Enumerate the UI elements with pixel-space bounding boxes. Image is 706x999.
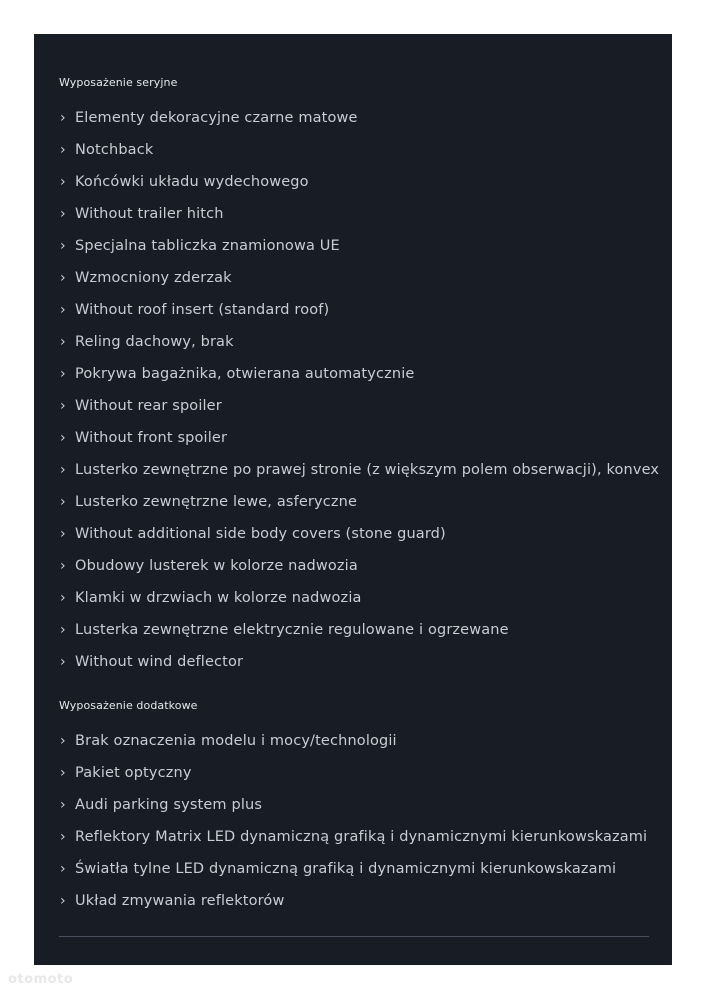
list-item-label: Obudowy lusterek w kolorze nadwozia	[75, 558, 358, 574]
list-item	[60, 582, 659, 614]
list-item-label: Reling dachowy, brak	[75, 334, 234, 350]
chevron-right-icon: ›	[60, 398, 66, 414]
chevron-right-icon: ›	[60, 270, 66, 286]
additional-equipment-list	[60, 725, 647, 917]
list-item	[60, 789, 647, 821]
chevron-right-icon: ›	[60, 142, 66, 158]
list-item	[60, 518, 659, 550]
section-title-additional: Wyposażenie dodatkowe	[59, 699, 198, 712]
chevron-right-icon: ›	[60, 558, 66, 574]
list-item-label: Without wind deflector	[75, 654, 244, 670]
chevron-right-icon: ›	[60, 174, 66, 190]
chevron-right-icon: ›	[60, 302, 66, 318]
list-item	[60, 454, 659, 486]
list-item-label: Klamki w drzwiach w kolorze nadwozia	[75, 590, 362, 606]
standard-equipment-list	[60, 102, 659, 678]
list-item-label: Without additional side body covers (stone guard)	[75, 526, 446, 542]
list-item	[60, 725, 647, 757]
list-item-label: Without rear spoiler	[75, 398, 222, 414]
list-item	[60, 198, 659, 230]
list-item-label: Elementy dekoracyjne czarne matowe	[75, 110, 358, 126]
list-item	[60, 885, 647, 917]
list-item-label: Brak oznaczenia modelu i mocy/technologii	[75, 733, 397, 749]
chevron-right-icon: ›	[60, 430, 66, 446]
list-item	[60, 550, 659, 582]
list-item-label: Światła tylne LED dynamiczną grafiką i dynamicznymi kierunkowskazami	[75, 861, 617, 877]
chevron-right-icon: ›	[60, 206, 66, 222]
section-title-standard: Wyposażenie seryjne	[59, 76, 178, 89]
chevron-right-icon: ›	[60, 526, 66, 542]
chevron-right-icon: ›	[60, 590, 66, 606]
list-item	[60, 326, 659, 358]
equipment-panel	[34, 34, 672, 965]
chevron-right-icon: ›	[60, 462, 66, 478]
list-item-label: Lusterka zewnętrzne elektrycznie regulowane i ogrzewane	[75, 622, 509, 638]
chevron-right-icon: ›	[60, 334, 66, 350]
chevron-right-icon: ›	[60, 366, 66, 382]
list-item	[60, 757, 647, 789]
list-item	[60, 821, 647, 853]
list-item	[60, 166, 659, 198]
list-item-label: Końcówki układu wydechowego	[75, 174, 309, 190]
list-item-label: Without trailer hitch	[75, 206, 224, 222]
chevron-right-icon: ›	[60, 238, 66, 254]
list-item-label: Lusterko zewnętrzne lewe, asferyczne	[75, 494, 358, 510]
list-item	[60, 422, 659, 454]
list-item	[60, 390, 659, 422]
chevron-right-icon: ›	[60, 893, 66, 909]
list-item-label: Układ zmywania reflektorów	[75, 893, 285, 909]
list-item-label: Pakiet optyczny	[75, 765, 192, 781]
chevron-right-icon: ›	[60, 654, 66, 670]
chevron-right-icon: ›	[60, 110, 66, 126]
list-item	[60, 102, 659, 134]
list-item	[60, 230, 659, 262]
list-item-label: Audi parking system plus	[75, 797, 263, 813]
list-item-label: Without front spoiler	[75, 430, 228, 446]
list-item	[60, 853, 647, 885]
list-item	[60, 294, 659, 326]
chevron-right-icon: ›	[60, 829, 66, 845]
list-item-label: Reflektory Matrix LED dynamiczną grafiką i dynamicznymi kierunkowskazami	[75, 829, 648, 845]
chevron-right-icon: ›	[60, 494, 66, 510]
chevron-right-icon: ›	[60, 622, 66, 638]
list-item	[60, 486, 659, 518]
list-item	[60, 646, 659, 678]
list-item	[60, 134, 659, 166]
list-item-label: Lusterko zewnętrzne po prawej stronie (z większym polem obserwacji), konvex	[75, 462, 660, 478]
list-item-label: Wzmocniony zderzak	[75, 270, 232, 286]
divider	[59, 936, 649, 937]
list-item	[60, 358, 659, 390]
chevron-right-icon: ›	[60, 765, 66, 781]
chevron-right-icon: ›	[60, 733, 66, 749]
list-item-label: Without roof insert (standard roof)	[75, 302, 330, 318]
watermark-logo: otomoto	[8, 972, 74, 987]
list-item-label: Pokrywa bagażnika, otwierana automatycznie	[75, 366, 415, 382]
list-item-label: Specjalna tabliczka znamionowa UE	[75, 238, 340, 254]
list-item-label: Notchback	[75, 142, 154, 158]
list-item	[60, 614, 659, 646]
chevron-right-icon: ›	[60, 861, 66, 877]
list-item	[60, 262, 659, 294]
chevron-right-icon: ›	[60, 797, 66, 813]
